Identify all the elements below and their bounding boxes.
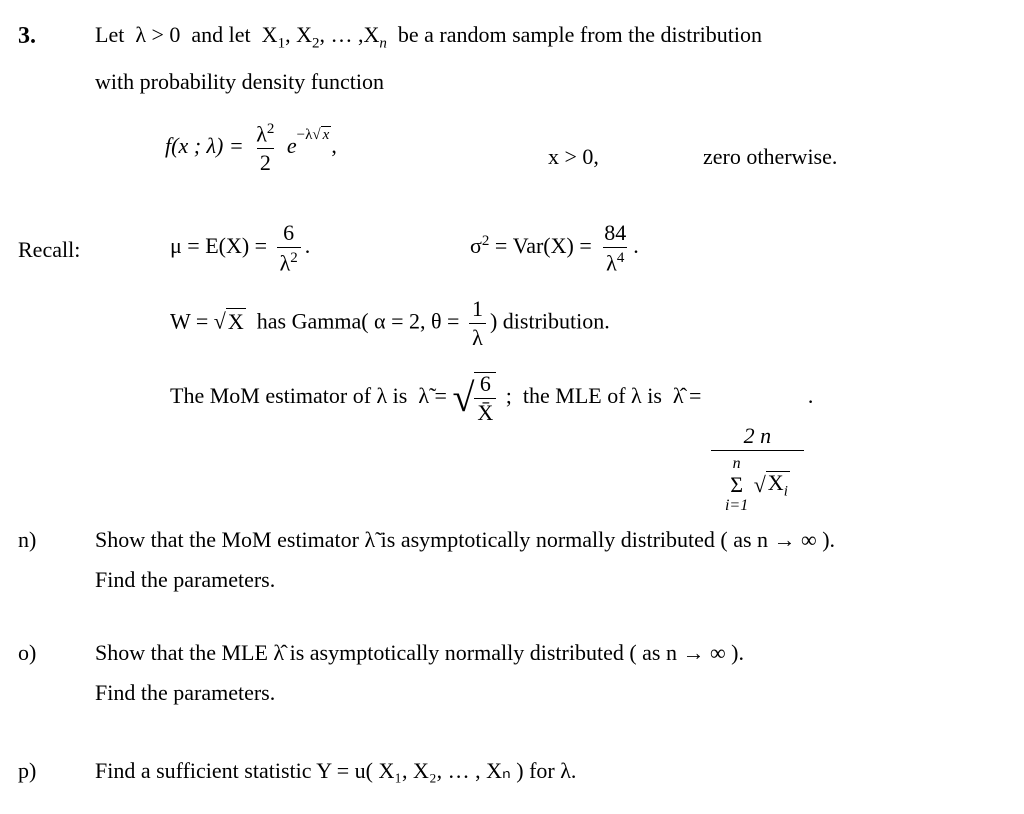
problem-number: 3. <box>18 23 36 49</box>
part-p-label: p) <box>18 758 37 783</box>
mean-formula: μ = E(X) = $\frac{6}{\lambda^2}$ . <box>170 220 311 276</box>
variance-formula: $\sigma^2 = Var(X)$ = $\frac{84}{\lambda^4}$ . <box>470 220 639 276</box>
intro-line-2: with probability density function <box>95 69 385 94</box>
pdf-formula: f(x ; λ) = $\frac{\lambda^2}{2}$ $e^{-\lambda√ x}$, <box>165 121 337 176</box>
part-n-text-2: Find the parameters. <box>95 567 276 592</box>
part-p-text: Find a sufficient statistic Y = u( X₁, X₂, … , Xₙ ) for λ. <box>95 758 577 783</box>
part-o-text: Show that the MLE λ̂ is asymptotically normally distributed ( as n → ∞ ). <box>95 640 744 665</box>
part-o-text-2: Find the parameters. <box>95 680 276 705</box>
estimators-line: The MoM estimator of λ is λ̃ = √ $\frac{6}{X̄}$ ; the MLE of λ is λ̂ = 2 n n Σ i=1 √ $X_i$ . <box>170 371 814 514</box>
gamma-statement: W = √X has Gamma( α = 2, θ = $\frac{1}{\lambda}$ ) distribution. <box>170 296 610 350</box>
pdf-support: x > 0, <box>548 144 599 169</box>
part-n-text: Show that the MoM estimator λ̃ is asymptotically normally distributed ( as n → ∞ ). <box>95 527 836 552</box>
recall-label: Recall: <box>18 237 81 262</box>
pdf-otherwise: zero otherwise. <box>703 144 838 169</box>
intro-line-1: Let λ > 0 and let $X_1$, $X_2$, … $,X_n$ be a random sample from the distribution <box>95 22 762 52</box>
part-o-label: o) <box>18 640 37 665</box>
part-n-label: n) <box>18 527 37 552</box>
